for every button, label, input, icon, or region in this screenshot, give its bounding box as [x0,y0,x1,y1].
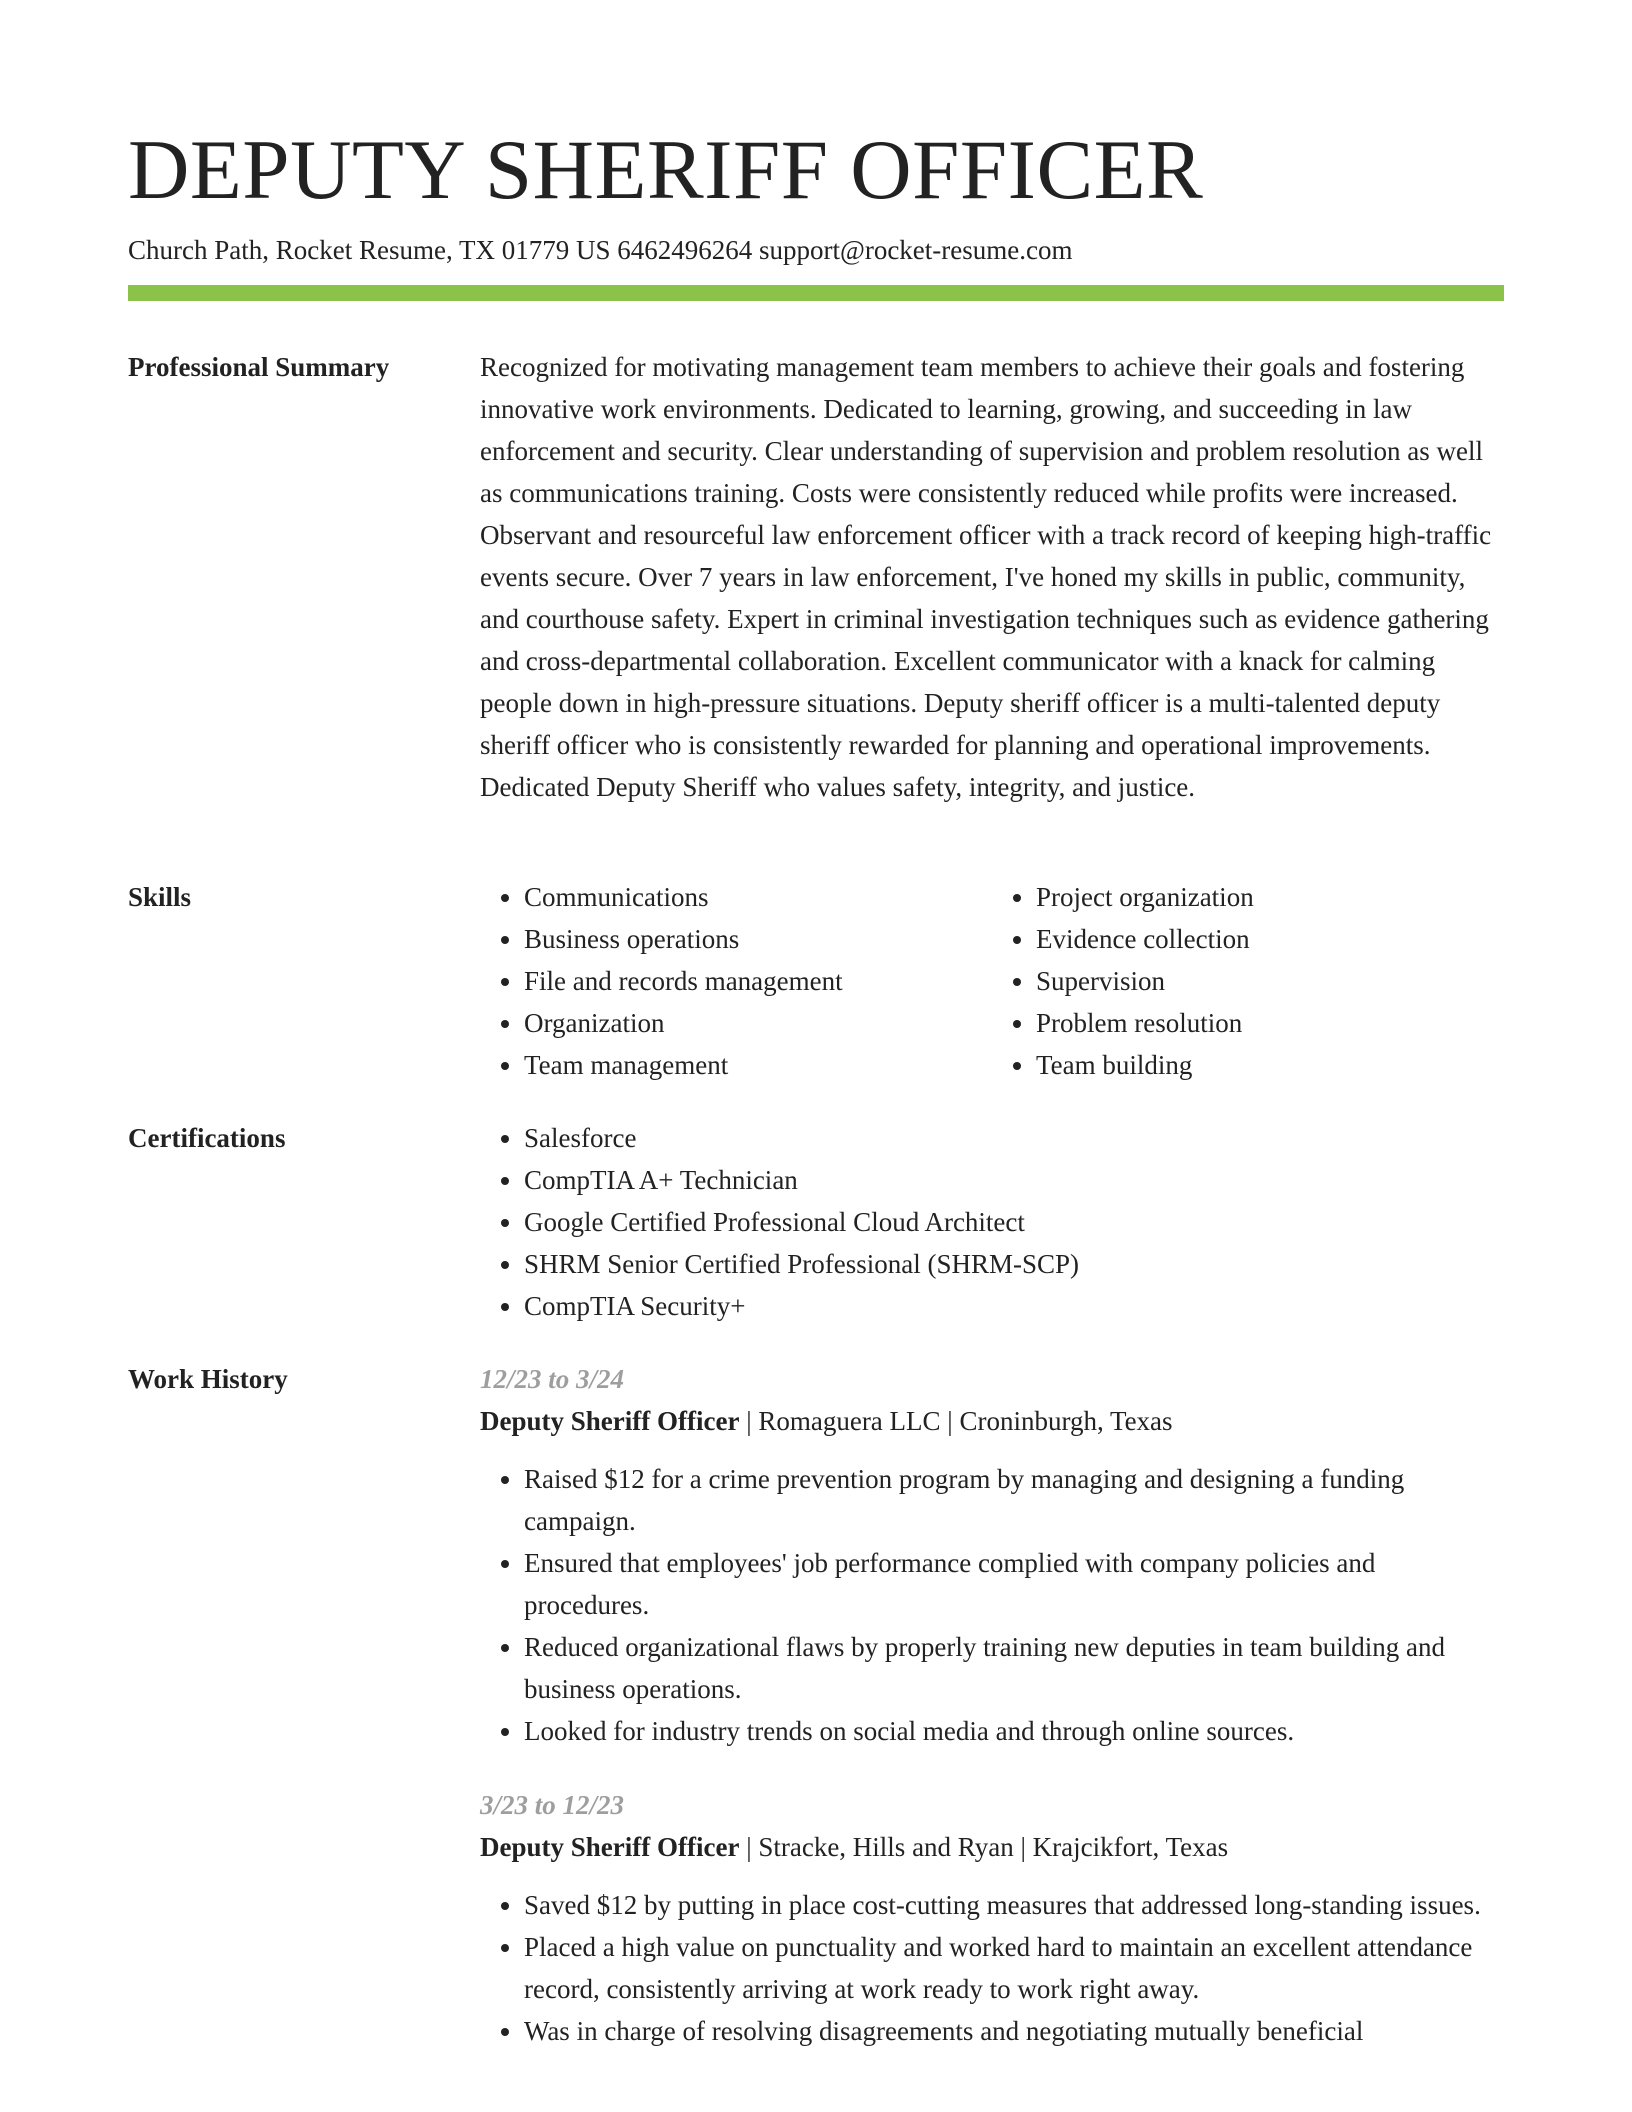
certification-item: • CompTIA A+ Technician [524,1159,1504,1201]
certification-item: • Google Certified Professional Cloud Architect [524,1201,1504,1243]
job-bullets [480,1458,1504,1752]
skills-list-right [992,876,1504,1086]
header-divider [128,285,1504,301]
job-bullet: • Raised $12 for a crime prevention program by managing and designing a funding campaign. [524,1458,1504,1542]
certification-item: • CompTIA Security+ [524,1285,1504,1327]
skill-item: • Team building [1036,1044,1504,1086]
certification-item: • SHRM Senior Certified Professional (SHRM-SCP) [524,1243,1504,1285]
skill-item: • Organization [524,1002,992,1044]
skills-list-left [480,876,992,1086]
contact-line: Church Path, Rocket Resume, TX 01779 US 6462496264 support@rocket-resume.com [128,235,1073,265]
certifications-list [480,1117,1504,1327]
skill-item: • Evidence collection [1036,918,1504,960]
skill-item: • Team management [524,1044,992,1086]
job-entry [480,1784,1504,2052]
job-bullet: • Reduced organizational flaws by properly training new deputies in team building and business operations. [524,1626,1504,1710]
job-title: Deputy Sheriff Officer [480,1832,740,1862]
job-bullet: • Was in charge of resolving disagreements and negotiating mutually beneficial [524,2010,1504,2052]
job-dates: 12/23 to 3/24 [480,1364,625,1394]
job-entry [480,1358,1504,1752]
skill-item: • File and records management [524,960,992,1002]
job-title: Deputy Sheriff Officer [480,1406,740,1436]
summary-heading: Professional Summary [128,352,390,382]
job-details: | Romaguera LLC | Croninburgh, Texas [739,1406,1173,1436]
job-bullets [480,1884,1504,2052]
certifications-heading: Certifications [128,1123,286,1153]
job-bullet: • Saved $12 by putting in place cost-cutting measures that addressed long-standing issues. [524,1884,1504,1926]
skill-item: • Problem resolution [1036,1002,1504,1044]
job-bullet: • Placed a high value on punctuality and worked hard to maintain an excellent attendance record, consistently arriving at work ready to work right away. [524,1926,1504,2010]
skills-heading: Skills [128,882,192,912]
skill-item: • Business operations [524,918,992,960]
job-bullet: • Ensured that employees' job performance complied with company policies and procedures. [524,1542,1504,1626]
skill-item: • Communications [524,876,992,918]
skill-item: • Supervision [1036,960,1504,1002]
work-history-heading: Work History [128,1364,288,1394]
job-title-line [480,1400,1504,1442]
skill-item: • Project organization [1036,876,1504,918]
job-dates: 3/23 to 12/23 [480,1790,625,1820]
resume-name: DEPUTY SHERIFF OFFICER [128,123,1204,217]
job-title-line [480,1826,1504,1868]
summary-text: Recognized for motivating management team members to achieve their goals and fostering innovative work environments. Dedicated to learning, growing, and succeeding in law enforcement and security. Clear understanding of supervision and problem resolution as well as communications training. Costs were consistently reduced while profits were increased. Observant and resourceful law enforcement officer with a track record of keeping high-traffic events secure. Over 7 years in law enforcement, I've honed my skills in public, community, and courthouse safety. Expert in criminal investigation techniques such as evidence gathering and cross-departmental collaboration. Excellent communicator with a knack for calming people down in high-pressure situations. Deputy sheriff officer is a multi-talented deputy sheriff officer who is consistently rewarded for planning and operational improvements. Dedicated Deputy Sheriff who values safety, integrity, and justice. [480,352,1492,802]
job-bullet: • Looked for industry trends on social media and through online sources. [524,1710,1504,1752]
job-details: | Stracke, Hills and Ryan | Krajcikfort, Texas [739,1832,1229,1862]
certification-item: • Salesforce [524,1117,1504,1159]
